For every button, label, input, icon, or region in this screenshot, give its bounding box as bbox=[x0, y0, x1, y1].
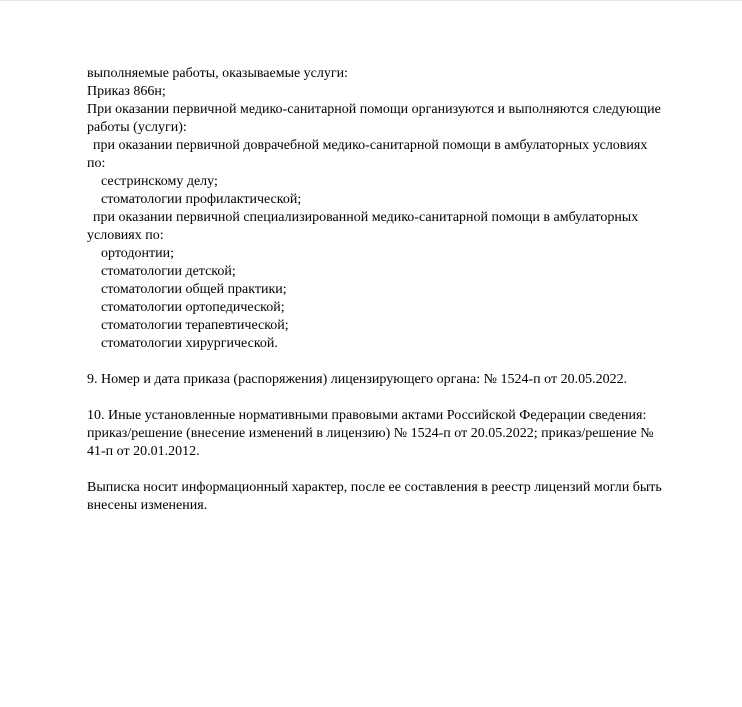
list-item: стоматологии терапевтической; bbox=[101, 318, 289, 333]
intro-line-statement-cont: работы (услуги): bbox=[87, 120, 187, 135]
other-info-line-3: 41-п от 20.01.2012. bbox=[87, 444, 200, 459]
paragraph-spacer bbox=[87, 461, 707, 479]
paragraph-spacer bbox=[87, 353, 707, 371]
list-item: сестринскому делу; bbox=[101, 174, 218, 189]
license-order-number: 9. Номер и дата приказа (распоряжения) лицензирующего органа: № 1524-п от 20.05.2022. bbox=[87, 372, 628, 387]
list-item: стоматологии профилактической; bbox=[101, 192, 302, 207]
other-info-line-2: приказ/решение (внесение изменений в лицензию) № 1524-п от 20.05.2022; приказ/решение № bbox=[87, 426, 654, 441]
disclaimer-line-1: Выписка носит информационный характер, после ее составления в реестр лицензий могли быть bbox=[87, 480, 662, 495]
list-item: стоматологии хирургической. bbox=[101, 336, 278, 351]
list-item: стоматологии детской; bbox=[101, 264, 236, 279]
primary-care-heading: при оказании первичной доврачебной медико-санитарной помощи в амбулаторных условиях bbox=[93, 138, 648, 153]
primary-care-heading-cont: по: bbox=[87, 156, 106, 171]
list-item: стоматологии ортопедической; bbox=[101, 300, 285, 315]
intro-line-works: выполняемые работы, оказываемые услуги: bbox=[87, 66, 349, 81]
list-item: ортодонтии; bbox=[101, 246, 174, 261]
intro-line-order: Приказ 866н; bbox=[87, 84, 166, 99]
disclaimer-line-2: внесены изменения. bbox=[87, 498, 208, 513]
specialized-care-heading-cont: условиях по: bbox=[87, 228, 164, 243]
other-info-line-1: 10. Иные установленные нормативными правовыми актами Российской Федерации сведения: bbox=[87, 408, 647, 423]
intro-line-statement: При оказании первичной медико-санитарной помощи организуются и выполняются следующие bbox=[87, 102, 661, 117]
document-page bbox=[87, 65, 707, 515]
specialized-care-heading: при оказании первичной специализированной медико-санитарной помощи в амбулаторных bbox=[93, 210, 639, 225]
list-item: стоматологии общей практики; bbox=[101, 282, 287, 297]
paragraph-spacer bbox=[87, 389, 707, 407]
